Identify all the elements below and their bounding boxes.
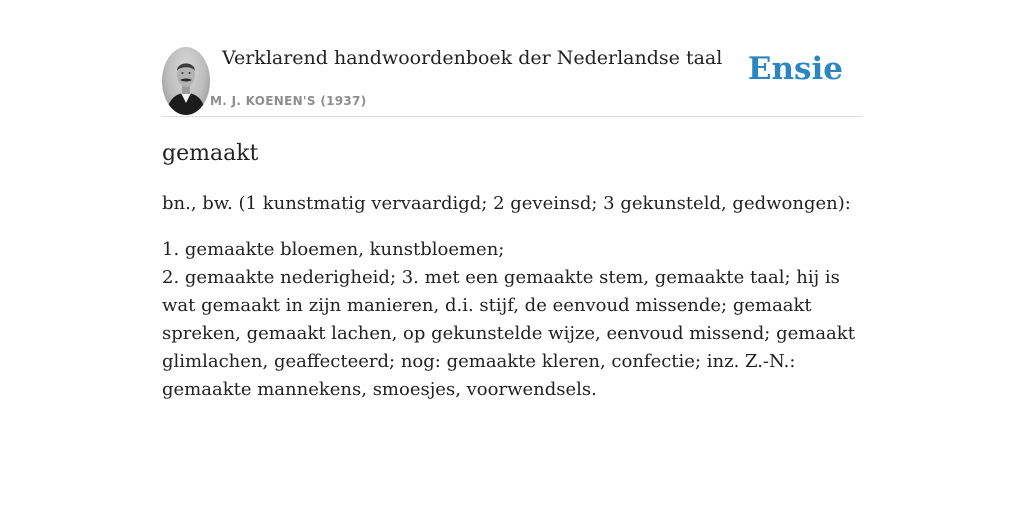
book-title: Verklarend handwoordenboek der Nederlandse taal [222,47,723,69]
sense-item: 1. gemaakte bloemen, kunstbloemen; [162,239,505,260]
header [162,40,862,117]
sense-item: 2. gemaakte nederigheid; 3. met een gemaakte stem, gemaakte taal; hij is wat gemaakt in zijn manieren, d.i. stijf, de eenvoud missende; gemaakt spreken, gemaakt lachen, op gekunstelde wijze, eenvoud missend; gemaakt glimlachen, geaffecteerd; nog: gemaakte kleren, confectie; inz. Z.-N.: gemaakte mannekens, smoesjes, voorwendsels. [162,267,855,400]
headword: gemaakt [162,141,259,166]
ensie-logo-link[interactable]: Ensie [747,51,843,87]
book-author: M. J. KOENEN'S (1937) [210,94,367,108]
author-portrait-icon [162,47,210,115]
sense-list [162,236,862,404]
grammar-definition: bn., bw. (1 kunstmatig vervaardigd; 2 geveinsd; 3 gekunsteld, gedwongen): [162,193,851,214]
dictionary-entry [162,138,862,404]
